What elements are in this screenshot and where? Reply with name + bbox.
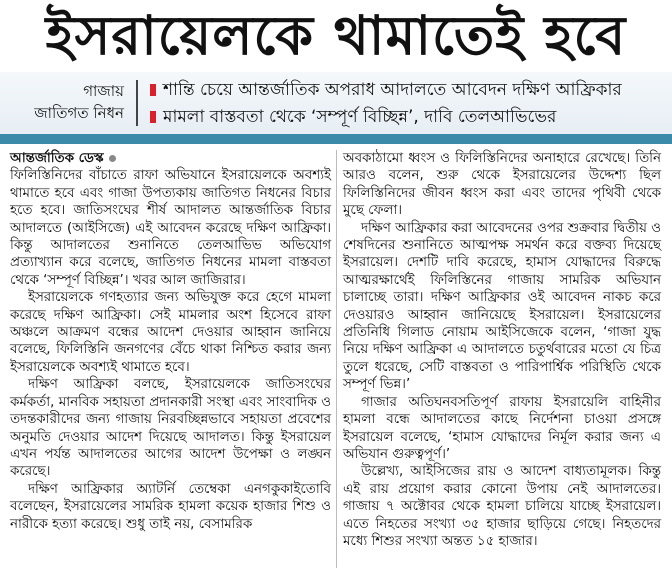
paragraph: দক্ষিণ আফ্রিকার অ্যাটর্নি তেম্বেকা এনগকুকাইতোবি বলেছেন, ইসরায়েলের সামরিক হামলা কয়েক হাজার শিশু ও নারীকে হত্যা করেছে। শুধু তাই নয়, বেসামরিক <box>10 481 331 532</box>
column-divider <box>336 150 337 568</box>
subhead-1 <box>150 77 622 103</box>
article-column-right <box>343 150 661 550</box>
kicker-line-1: গাজায় <box>83 82 124 100</box>
paragraph: গাজার অতিঘনবসতিপূর্ণ রাফায় ইসরায়েলি বাহিনীর হামলা বন্ধে আদালতের কাছে নির্দেশনা চাওয়া প্রসঙ্গে ইসরায়েল বলেছে, ‘হামাস যোদ্ধাদের নির্মূল করার জন্য এ অভিযান গুরুত্বপূর্ণ।’ <box>343 394 661 462</box>
subhead-2 <box>150 104 556 130</box>
kicker <box>0 72 130 134</box>
bullet-square-icon <box>150 84 156 96</box>
byline <box>10 150 331 167</box>
headline: ইসরায়েলকে থামাতেই হবে <box>45 4 627 67</box>
paragraph: অবকাঠামো ধ্বংস ও ফিলিস্তিনিদের অনাহারে রেখেছে। তিনি আরও বলেন, শুরু থেকে ইসরায়েলের উদ্দেশ্য ছিল ফিলিস্তিনিদের জীবন ধ্বংস করা এবং তাদের পৃথিবী থেকে মুছে ফেলা। <box>343 151 661 219</box>
paragraph: ফিলিস্তিনিদের বাঁচাতে রাফা অভিযানে ইসরায়েলকে অবশ্যই থামাতে হবে এবং গাজা উপত্যকায় জাতিগত নিধনের বিচার হতে হবে। জাতিসংঘের শীর্ষ আদালত আন্তর্জাতিক বিচার আদালতে (আইসিজে) এই আবেদন করেছে দক্ষিণ আফ্রিকা। কিন্তু আদালতের শুনানিতে তেলআভিভ অভিযোগ প্রত্যাখ্যান করে বলেছে, জাতিগত নিধনের মামলা বাস্তবতা থেকে ‘সম্পূর্ণ বিচ্ছিন্ন’। খবর আল জাজিরার। <box>10 168 331 288</box>
subhead-1-text: শান্তি চেয়ে আন্তর্জাতিক অপরাধ আদালতে আবেদন দক্ষিণ আফ্রিকার <box>163 80 622 100</box>
bullet-square-icon <box>150 111 156 123</box>
paragraph: দক্ষিণ আফ্রিকা বলছে, ইসরায়েলকে জাতিসংঘের কর্মকর্তা, মানবিক সহায়তা প্রদানকারী সংস্থা এবং সাংবাদিক ও তদন্তকারীদের জন্য গাজায় নিরবচ্ছিন্নভাবে সহায়তা প্রবেশের অনুমতি দেওয়ার আদেশ দিয়েছে আদালত। কিন্তু ইসরায়েল এখন পর্যন্ত আদালতের আগের আদেশ উপেক্ষা ও লঙ্ঘন করেছে। <box>10 377 331 480</box>
kicker-line-2: জাতিগত নিধন <box>34 104 124 122</box>
kicker-divider <box>136 80 138 126</box>
subheading-band <box>0 72 672 144</box>
paragraph: দক্ষিণ আফ্রিকার করা আবেদনের ওপর শুক্রবার দ্বিতীয় ও শেষদিনের শুনানিতে আত্মপক্ষ সমর্থন করে বক্তব্য দিয়েছে ইসরায়েল। দেশটি দাবি করেছে, হামাস যোদ্ধাদের বিরুদ্ধে আত্মরক্ষার্থেই ফিলিস্তিনের গাজায় সামরিক অভিযান চালাচ্ছে তারা। দক্ষিণ আফ্রিকার ওই আবেদন নাকচ করে দেওয়ারও আহ্বান জানিয়েছে ইসরায়েল। ইসরায়েলের প্রতিনিধি গিলাড নোয়াম আইসিজেকে বলেন, ‘গাজা যুদ্ধ নিয়ে দক্ষিণ আফ্রিকা এ আদালতে চতুর্থবারের মতো যে চিত্র তুলে ধরেছে, সেটি বাস্তবতা ও পারিপার্শ্বিক পরিস্থিতি থেকে সম্পূর্ণ ভিন্ন।’ <box>343 220 661 393</box>
byline-text: আন্তর্জাতিক ডেস্ক <box>10 151 104 166</box>
subhead-2-text: মামলা বাস্তবতা থেকে ‘সম্পূর্ণ বিচ্ছিন্ন’, দাবি তেলআভিভের <box>163 107 557 127</box>
article-column-left <box>10 150 331 533</box>
paragraph: উল্লেখ্য, আইসিজের রায় ও আদেশ বাধ্যতামূলক। কিন্তু এই রায় প্রয়োগ করার কোনো উপায় নেই আদালতের। গাজায় ৭ অক্টোবর থেকে হামলা চালিয়ে যাচ্ছে ইসরায়েল। এতে নিহতের সংখ্যা ৩৫ হাজার ছাড়িয়ে গেছে। নিহতদের মধ্যে শিশুর সংখ্যা অন্তত ১৫ হাজার। <box>343 464 661 549</box>
paragraph: ইসরায়েলকে গণহত্যার জন্য অভিযুক্ত করে হেগে মামলা করেছে দক্ষিণ আফ্রিকা। সেই মামলার অংশ হিসেবে রাফা অঞ্চলে আক্রমণ বন্ধের আদেশ দেওয়ার আহ্বান জানিয়ে বলেছে, ফিলিস্তিনি জনগণের বেঁচে থাকা নিশ্চিত করার জন্য ইসরায়েলকে অবশ্যই থামাতে হবে। <box>10 290 331 375</box>
bullet-dot-icon <box>109 155 116 162</box>
